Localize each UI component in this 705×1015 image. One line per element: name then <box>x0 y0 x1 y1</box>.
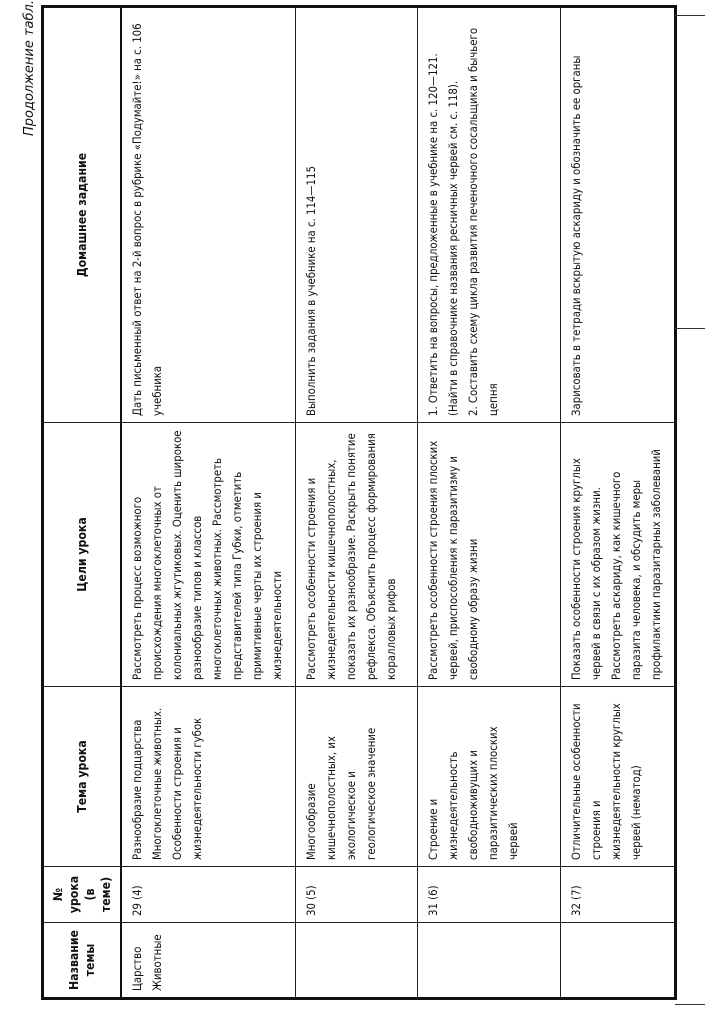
table-row <box>418 7 561 999</box>
divider <box>675 1004 705 1005</box>
cell-topic-name <box>296 923 418 999</box>
header-homework: Домашнее задание <box>43 7 121 423</box>
cell-lesson-topic: Отличительные особенности строения и жизнедеятельности круглых червей (нематод) <box>561 687 676 867</box>
homework-line: (Найти в справочнике названия ресничных червей см. с. 118). <box>447 80 460 416</box>
header-lesson-number: № урока (в теме) <box>43 867 121 923</box>
cell-lesson-number: 30 (5) <box>296 867 418 923</box>
cell-lesson-goals: Рассмотреть особенности строения плоских червей, приспособления к паразитизму и свободному образу жизни <box>418 423 561 687</box>
cell-homework <box>418 7 561 423</box>
header-lesson-goals: Цели урока <box>43 423 121 687</box>
homework-line: 2. Составить схему цикла развития печеночного сосальщика и бычьего цепня <box>467 27 500 416</box>
cell-lesson-number: 32 (7) <box>561 867 676 923</box>
table-caption: Продолжение табл. <box>22 0 37 137</box>
cell-topic-name <box>418 923 561 999</box>
cell-lesson-number: 29 (4) <box>121 867 296 923</box>
lesson-plan-table <box>41 5 677 1000</box>
divider <box>675 15 705 16</box>
table-header-row <box>43 7 121 999</box>
table-row <box>561 7 676 999</box>
table-row <box>296 7 418 999</box>
cell-lesson-number: 31 (6) <box>418 867 561 923</box>
header-lesson-topic: Тема урока <box>43 687 121 867</box>
cell-homework: Выполнить задания в учебнике на с. 114—115 <box>296 7 418 423</box>
homework-line: 1. Ответить на вопросы, предложенные в учебнике на с. 120—121. <box>427 53 440 416</box>
cell-lesson-topic: Многообразие кишечнополостных, их экологическое и геологическое значение <box>296 687 418 867</box>
cell-lesson-topic: Разнообразие подцарства Многоклеточные животных. Особенности строения и жизнедеятельности губок <box>121 687 296 867</box>
cell-homework: Зарисовать в тетради вскрытую аскариду и обозначить ее органы <box>561 7 676 423</box>
cell-lesson-goals: Рассмотреть процесс возможного происхождения многоклеточных от колониальных жгутиковых. Оценить широкое разнообразие типов и классов многоклеточных животных. Рассмотреть представителей типа Губки, отметить примитивные черты их строения и жизнедеятельности <box>121 423 296 687</box>
cell-lesson-topic: Строение и жизнедеятельность свободноживущих и паразитических плоских червей <box>418 687 561 867</box>
cell-lesson-goals: Показать особенности строения круглых червей в связи с их образом жизни. Рассмотреть аскариду, как кишечного паразита человека, и обсудить меры профилактики паразитарных заболеваний <box>561 423 676 687</box>
table-row <box>121 7 296 999</box>
cell-topic-name: Царство Животные <box>121 923 296 999</box>
rotated-page <box>21 0 683 1000</box>
cell-lesson-goals: Рассмотреть особенности строения и жизнедеятельности кишечнополостных, показать их разнообразие. Раскрыть понятие рефлекса. Объяснить процесс формирования коралловых рифов <box>296 423 418 687</box>
header-topic-name: Название темы <box>43 923 121 999</box>
divider <box>675 328 705 329</box>
cell-topic-name <box>561 923 676 999</box>
cell-homework: Дать письменный ответ на 2-й вопрос в рубрике «Подумайте!» на с. 106 учебника <box>121 7 296 423</box>
